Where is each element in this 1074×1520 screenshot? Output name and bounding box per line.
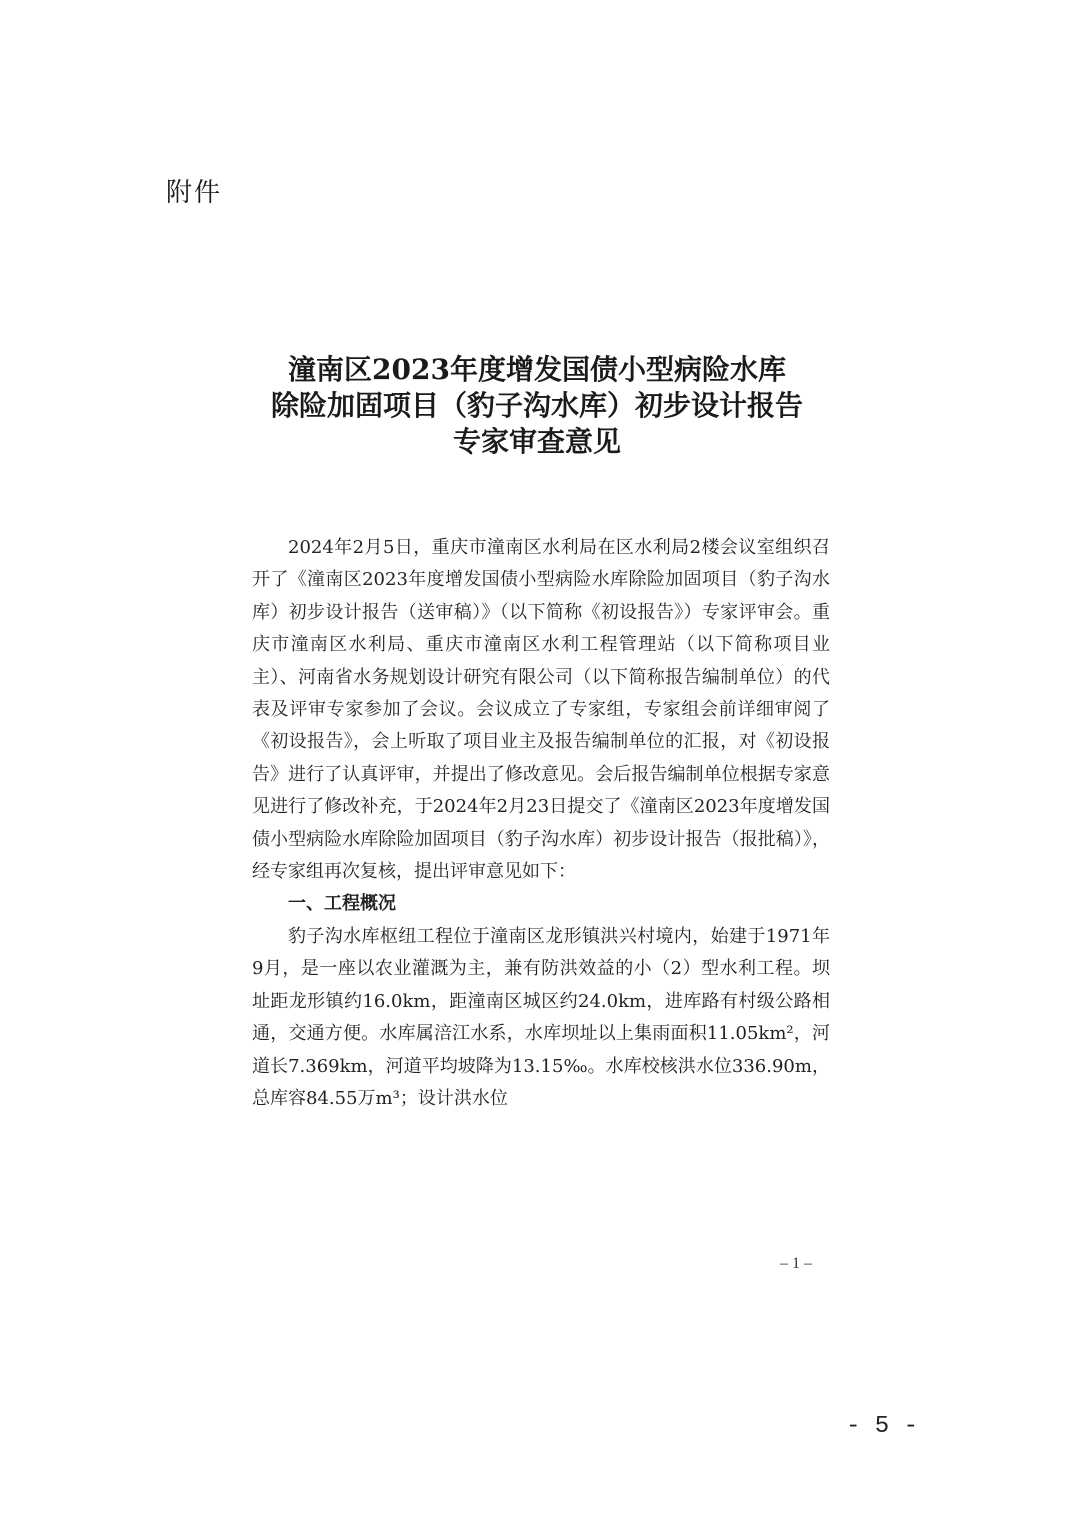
section-heading-overview: 一、工程概况 (288, 893, 396, 915)
inner-page-number: – 1 – (780, 1255, 812, 1272)
title-line-2: 除险加固项目（豹子沟水库）初步设计报告 (270, 389, 803, 422)
outer-page-number: - 5 - (846, 1413, 919, 1440)
intro-paragraph: 2024年2月5日，重庆市潼南区水利局在区水利局2楼会议室组织召开了《潼南区2023年度增发国债小型病险水库除险加固项目（豹子沟水库）初步设计报告（送审稿）》（以下简称《初设报告》）专家评审会。重庆市潼南区水利局、重庆市潼南区水利工程管理站（以下简称项目业主）、河南省水务规划设计研究有限公司（以下简称报告编制单位）的代表及评审专家参加了会议。会议成立了专家组，专家组会前详细审阅了《初设报告》，会上听取了项目业主及报告编制单位的汇报，对《初设报告》进行了认真评审，并提出了修改意见。会后报告编制单位根据专家意见进行了修改补充，于2024年2月23日提交了《潼南区2023年度增发国债小型病险水库除险加固项目（豹子沟水库）初步设计报告（报批稿）》，经专家组再次复核，提出评审意见如下： (252, 537, 830, 883)
title-line-3: 专家审查意见 (452, 425, 621, 458)
document-body (252, 532, 830, 1115)
attachment-label: 附件 (166, 178, 223, 208)
title-line-1: 潼南区2023年度增发国债小型病险水库 (288, 353, 786, 386)
document-title (200, 352, 874, 460)
overview-paragraph: 豹子沟水库枢纽工程位于潼南区龙形镇洪兴村境内，始建于1971年9月，是一座以农业灌溉为主，兼有防洪效益的小（2）型水利工程。坝址距龙形镇约16.0km，距潼南区城区约24.0km，进库路有村级公路相通，交通方便。水库属涪江水系，水库坝址以上集雨面积11.05km²，河道长7.369km，河道平均坡降为13.15‰。水库校核洪水位336.90m，总库容84.55万m³；设计洪水位 (252, 925, 831, 1109)
